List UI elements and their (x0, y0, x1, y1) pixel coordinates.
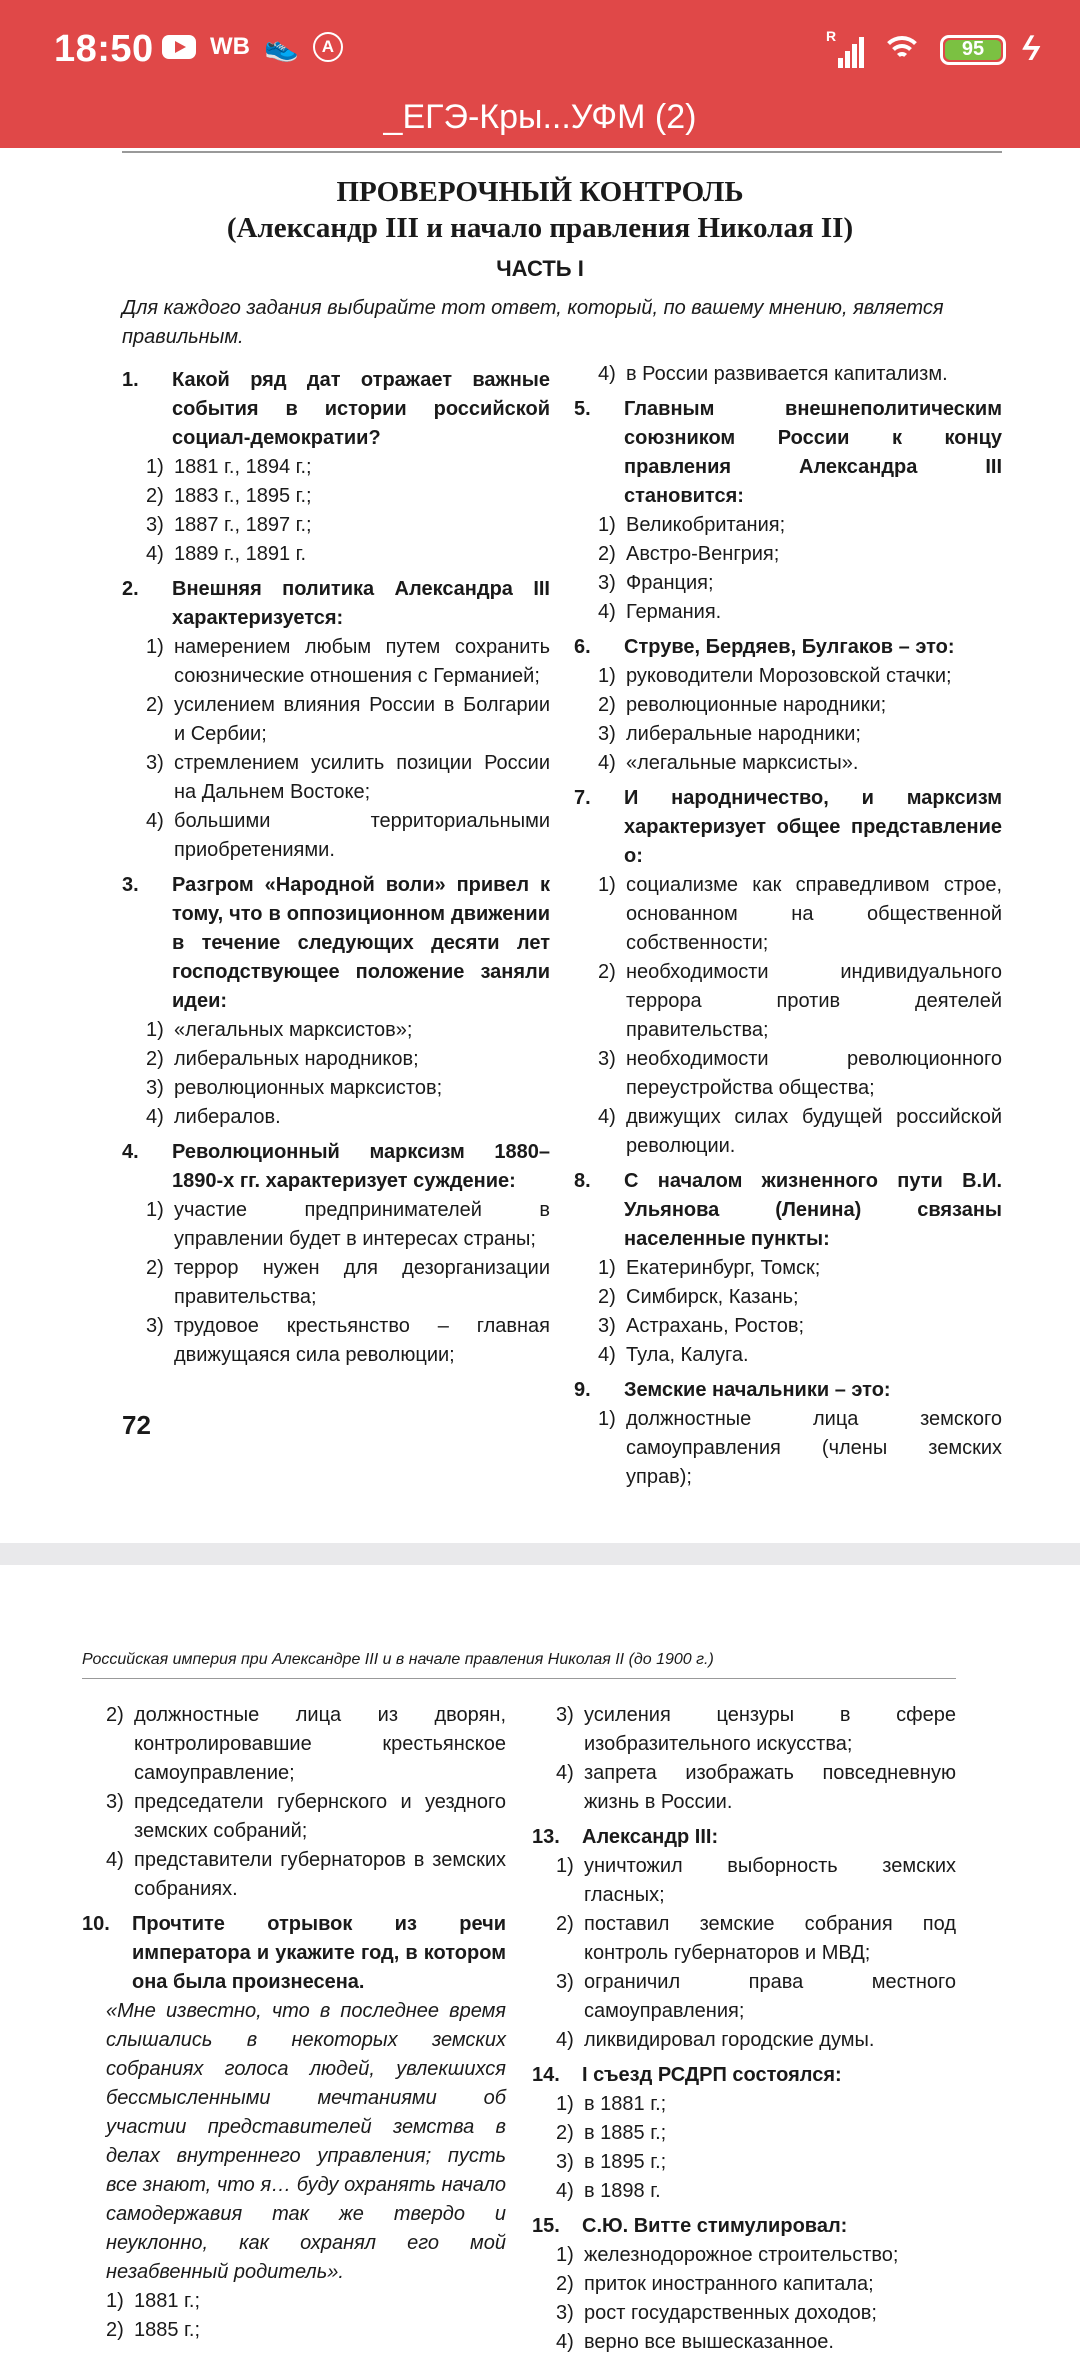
answer-option (598, 662, 1002, 691)
option-text: 1881 г.; (134, 2290, 201, 2312)
option-text: либеральные народники; (626, 723, 861, 745)
option-number: 3) (556, 2302, 574, 2324)
question-text: Струве, Бердяев, Булгаков – это: (624, 636, 955, 658)
option-text: движущих силах будущей российской революции. (626, 1106, 1002, 1157)
question-text: С.Ю. Витте стимулировал: (582, 2215, 848, 2237)
question-header (574, 1167, 1002, 1254)
page-separator (0, 1543, 1080, 1565)
option-number: 2) (598, 694, 616, 716)
question-header (574, 633, 1002, 662)
answer-option (146, 1074, 550, 1103)
answer-option (146, 1103, 550, 1132)
option-text: Австро-Венгрия; (626, 543, 780, 565)
option-number: 4) (598, 363, 616, 385)
option-text: ограничил права местного самоуправления; (584, 1971, 956, 2022)
answer-option (598, 1045, 1002, 1103)
question-number: 14. (532, 2064, 560, 2086)
option-number: 1) (146, 1019, 164, 1041)
answer-option (556, 2177, 956, 2206)
answer-option (146, 1016, 550, 1045)
option-text: должностные лица из дворян, контролировавшие крестьянское самоуправление; (134, 1704, 506, 1784)
option-text: 1889 г., 1891 г. (174, 543, 307, 565)
document-title[interactable]: _ЕГЭ-Кры...УФМ (2) (383, 98, 697, 136)
option-text: либеральных народников; (174, 1048, 419, 1070)
answer-option (556, 2148, 956, 2177)
option-number: 2) (146, 1257, 164, 1279)
part-label: ЧАСТЬ I (496, 256, 584, 281)
question-item (574, 633, 1002, 778)
cell-signal-icon: R (826, 32, 864, 68)
question-number: 13. (532, 1826, 560, 1848)
option-text: революционные народники; (626, 694, 887, 716)
status-time: 18:50 (54, 28, 154, 70)
question-text: Александр III: (582, 1826, 719, 1848)
option-number: 2) (598, 961, 616, 983)
question-item (82, 1910, 506, 1997)
answer-option (598, 598, 1002, 627)
answer-option (598, 1405, 1002, 1492)
question-number: 2. (122, 578, 139, 600)
question-header (574, 784, 1002, 871)
option-text: необходимости революционного переустройства общества; (626, 1048, 1002, 1099)
question-number: 4. (122, 1141, 139, 1163)
option-number: 3) (556, 1704, 574, 1726)
answer-option (556, 2090, 956, 2119)
option-text: представители губернаторов в земских собраниях. (134, 1849, 506, 1900)
option-number: 1) (598, 874, 616, 896)
answer-option (146, 482, 550, 511)
option-text: железнодорожное строительство; (584, 2244, 899, 2266)
battery-level: 95 (961, 38, 985, 60)
answer-option (556, 1910, 956, 1968)
system-icons (826, 27, 1045, 69)
option-number: 1) (556, 1855, 574, 1877)
option-number: 1) (146, 636, 164, 658)
option-text: верно все вышесказанное. (584, 2331, 834, 2353)
option-number: 3) (598, 723, 616, 745)
option-text: в 1885 г.; (584, 2122, 667, 2144)
option-number: 4) (598, 601, 616, 623)
option-text: в 1895 г.; (584, 2151, 667, 2173)
answer-option (598, 1283, 1002, 1312)
answer-option (146, 749, 550, 807)
top-bar (0, 0, 1080, 148)
answer-option (598, 569, 1002, 598)
option-number: 4) (556, 2331, 574, 2353)
option-text: запрета изображать повседневную жизнь в России. (584, 1762, 956, 1813)
question-item (532, 2212, 956, 2357)
question-number: 15. (532, 2215, 560, 2237)
answer-option (556, 2299, 956, 2328)
question-number: 3. (122, 874, 139, 896)
answer-option (146, 807, 550, 865)
answer-option (598, 958, 1002, 1045)
page-number: 72 (122, 1410, 151, 1440)
question-text: И народничество, и марксизм характеризует общее представление о: (624, 787, 1002, 867)
option-text: в России развивается капитализм. (626, 363, 948, 385)
left-column (82, 1701, 506, 2345)
question-text: I съезд РСДРП состоялся: (582, 2064, 842, 2086)
question-number: 8. (574, 1170, 591, 1192)
question-text: С началом жизненного пути В.И. Ульянова (Ленина) связаны населенные пункты: (624, 1170, 1002, 1250)
answer-option (556, 1852, 956, 1910)
option-text: ликвидировал городские думы. (584, 2029, 875, 2051)
question-text: Разгром «Народной воли» привел к тому, что в оппозиционном движении в течение следующих десяти лет господствующее положение заняли идеи: (172, 874, 550, 1012)
option-text: Екатеринбург, Томск; (626, 1257, 821, 1279)
option-text: «легальных марксистов»; (174, 1019, 413, 1041)
option-text: стремлением усилить позиции России на Дальнем Востоке; (174, 752, 550, 803)
question-number: 9. (574, 1379, 591, 1401)
answer-option (598, 720, 1002, 749)
option-number: 3) (146, 1315, 164, 1337)
answer-option (598, 1103, 1002, 1161)
instructions: Для каждого задания выбирайте тот ответ, который, по вашему мнению, является правильным. (122, 297, 944, 348)
option-number: 4) (106, 1849, 124, 1871)
option-number: 1) (556, 2244, 574, 2266)
option-text: 1887 г., 1897 г.; (174, 514, 312, 536)
answer-option (598, 360, 1002, 389)
question-item (122, 1138, 550, 1370)
heading-line-2: (Александр III и начало правления Николая II) (226, 212, 854, 244)
page-top-rule (122, 151, 1002, 153)
option-number: 3) (146, 514, 164, 536)
question-header (82, 1910, 506, 1997)
option-number: 2) (556, 1913, 574, 1935)
youtube-icon (162, 35, 196, 59)
option-number: 1) (598, 665, 616, 687)
option-text: участие предпринимателей в управлении будет в интересах страны; (174, 1199, 550, 1250)
question-item (574, 1376, 1002, 1492)
option-number: 4) (598, 1344, 616, 1366)
answer-option (556, 2328, 956, 2357)
question-header (122, 1138, 550, 1196)
option-number: 2) (106, 2319, 124, 2341)
notification-icons (162, 32, 343, 62)
option-number: 3) (598, 572, 616, 594)
option-number: 1) (146, 456, 164, 478)
answer-option (598, 749, 1002, 778)
question-header (122, 366, 550, 453)
right-column (532, 1701, 956, 2357)
pdf-page-73[interactable] (0, 1565, 1080, 2353)
option-text: Франция; (626, 572, 714, 594)
option-number: 2) (556, 2273, 574, 2295)
question-header (532, 2061, 956, 2090)
answer-option (556, 2026, 956, 2055)
answer-option (556, 1701, 956, 1759)
option-text: 1883 г., 1895 г.; (174, 485, 312, 507)
question-item (122, 871, 550, 1132)
wifi-icon (880, 34, 924, 66)
option-number: 2) (556, 2122, 574, 2144)
option-number: 3) (556, 1971, 574, 1993)
option-text: 1881 г., 1894 г.; (174, 456, 312, 478)
option-text: Великобритания; (626, 514, 786, 536)
question-text: Внешняя политика Александра III характеризуется: (172, 578, 550, 629)
translate-icon: A (313, 32, 343, 62)
option-number: 2) (146, 1048, 164, 1070)
speech-quote: «Мне известно, что в последнее время слышались в некоторых земских собраниях голоса людей, увлекшихся бессмысленными мечтаниями об участии представителей земства в делах внутреннего управления; пусть все знают, что я… буду охранять начало самодержавия так же твердо и неуклонно, как охранял его мой незабвенный родитель». (106, 2000, 506, 2283)
option-number: 1) (146, 1199, 164, 1221)
heading-line-1: ПРОВЕРОЧНЫЙ КОНТРОЛЬ (336, 176, 744, 208)
question-item (532, 2061, 956, 2206)
question-number: 7. (574, 787, 591, 809)
option-number: 4) (146, 543, 164, 565)
option-number: 2) (106, 1704, 124, 1726)
option-number: 1) (106, 2290, 124, 2312)
option-number: 4) (598, 1106, 616, 1128)
status-bar (0, 0, 1080, 100)
option-text: Астрахань, Ростов; (626, 1315, 805, 1337)
left-column (122, 360, 550, 1370)
page-heading (0, 174, 1080, 246)
answer-option (598, 1312, 1002, 1341)
answer-option (146, 1312, 550, 1370)
question-text: Какой ряд дат отражает важные события в истории российской социал-демократии? (172, 369, 550, 449)
answer-option (146, 453, 550, 482)
question-header (532, 1823, 956, 1852)
answer-option (556, 1968, 956, 2026)
pdf-page-72[interactable] (0, 148, 1080, 1543)
header-rule (82, 1678, 956, 1679)
question-header (122, 871, 550, 1016)
question-item (532, 1823, 956, 2055)
option-text: уничтожил выборность земских гласных; (584, 1855, 956, 1906)
option-text: трудовое крестьянство – главная движущаяся сила революции; (174, 1315, 550, 1366)
question-number: 5. (574, 398, 591, 420)
answer-option (146, 633, 550, 691)
answer-option (146, 691, 550, 749)
option-text: усилением влияния России в Болгарии и Сербии; (174, 694, 550, 745)
option-number: 1) (598, 1408, 616, 1430)
option-number: 2) (146, 485, 164, 507)
sneaker-icon: 👟 (263, 31, 299, 62)
option-text: рост государственных доходов; (584, 2302, 877, 2324)
running-header: Российская империя при Александре III и в начале правления Николая II (до 1900 г.) (82, 1651, 714, 1668)
answer-option (556, 2241, 956, 2270)
answer-option (106, 2287, 506, 2316)
option-text: либералов. (174, 1106, 281, 1128)
answer-option (146, 540, 550, 569)
question-text: Главным внешнеполитическим союзником России к концу правления Александра III становится: (624, 398, 1002, 507)
option-text: революционных марксистов; (174, 1077, 443, 1099)
option-number: 4) (556, 2180, 574, 2202)
answer-option (598, 1341, 1002, 1370)
answer-option (598, 540, 1002, 569)
option-number: 3) (106, 1791, 124, 1813)
answer-option (106, 1788, 506, 1846)
answer-option (598, 511, 1002, 540)
battery-icon (940, 35, 1006, 65)
option-text: поставил земские собрания под контроль губернаторов и МВД; (584, 1913, 956, 1964)
option-number: 3) (146, 1077, 164, 1099)
right-column (574, 360, 1002, 1492)
answer-option (146, 1254, 550, 1312)
question-number: 1. (122, 369, 139, 391)
option-text: руководители Морозовской стачки; (626, 665, 952, 687)
option-text: приток иностранного капитала; (584, 2273, 874, 2295)
question-item (122, 366, 550, 569)
option-text: 1885 г.; (134, 2319, 201, 2341)
option-text: намерением любым путем сохранить союзнические отношения с Германией; (174, 636, 550, 687)
option-number: 4) (556, 2029, 574, 2051)
option-text: большими территориальными приобретениями. (174, 810, 550, 861)
option-text: усиления цензуры в сфере изобразительного искусства; (584, 1704, 956, 1755)
question-item (574, 784, 1002, 1161)
answer-option (556, 1759, 956, 1817)
question-header (574, 395, 1002, 511)
question-item (122, 575, 550, 865)
option-number: 3) (598, 1315, 616, 1337)
option-number: 3) (598, 1048, 616, 1070)
option-number: 4) (598, 752, 616, 774)
option-number: 3) (146, 752, 164, 774)
option-text: должностные лица земского самоуправления (члены земских управ); (626, 1408, 1002, 1488)
option-text: в 1898 г. (584, 2180, 661, 2202)
answer-option (598, 1254, 1002, 1283)
answer-option (106, 1701, 506, 1788)
option-number: 4) (146, 1106, 164, 1128)
option-text: в 1881 г.; (584, 2093, 667, 2115)
question-header (574, 1376, 1002, 1405)
charging-icon: ϟ (1018, 30, 1045, 68)
question-text: Земские начальники – это: (624, 1379, 891, 1401)
option-text: «легальные марксисты». (626, 752, 859, 774)
question-item (574, 1167, 1002, 1370)
answer-option (106, 1846, 506, 1904)
answer-option (106, 2316, 506, 2345)
question-text: Прочтите отрывок из речи императора и укажите год, в котором она была произнесена. (132, 1913, 506, 1993)
option-text: Германия. (626, 601, 722, 623)
option-text: социализме как справедливом строе, основанном на общественной собственности; (626, 874, 1002, 954)
option-text: необходимости индивидуального террора против деятелей правительства; (626, 961, 1002, 1041)
option-text: Симбирск, Казань; (626, 1286, 799, 1308)
answer-option (598, 691, 1002, 720)
option-number: 2) (146, 694, 164, 716)
question-header (122, 575, 550, 633)
option-text: Тула, Калуга. (626, 1344, 749, 1366)
option-text: председатели губернского и уездного земских собраний; (134, 1791, 506, 1842)
answer-option (146, 1196, 550, 1254)
wildberries-icon: WB (210, 33, 250, 60)
option-number: 4) (556, 1762, 574, 1784)
option-number: 1) (598, 514, 616, 536)
answer-option (556, 2119, 956, 2148)
option-number: 2) (598, 543, 616, 565)
option-number: 4) (146, 810, 164, 832)
answer-option (146, 1045, 550, 1074)
answer-option (598, 871, 1002, 958)
question-number: 6. (574, 636, 591, 658)
question-item (574, 395, 1002, 627)
option-number: 2) (598, 1286, 616, 1308)
answer-option (556, 2270, 956, 2299)
option-number: 1) (598, 1257, 616, 1279)
question-number: 10. (82, 1913, 110, 1935)
answer-option (146, 511, 550, 540)
option-number: 1) (556, 2093, 574, 2115)
option-text: террор нужен для дезорганизации правительства; (174, 1257, 550, 1308)
question-header (532, 2212, 956, 2241)
question-text: Революционный марксизм 1880–1890-х гг. характеризует суждение: (172, 1141, 550, 1192)
option-number: 3) (556, 2151, 574, 2173)
